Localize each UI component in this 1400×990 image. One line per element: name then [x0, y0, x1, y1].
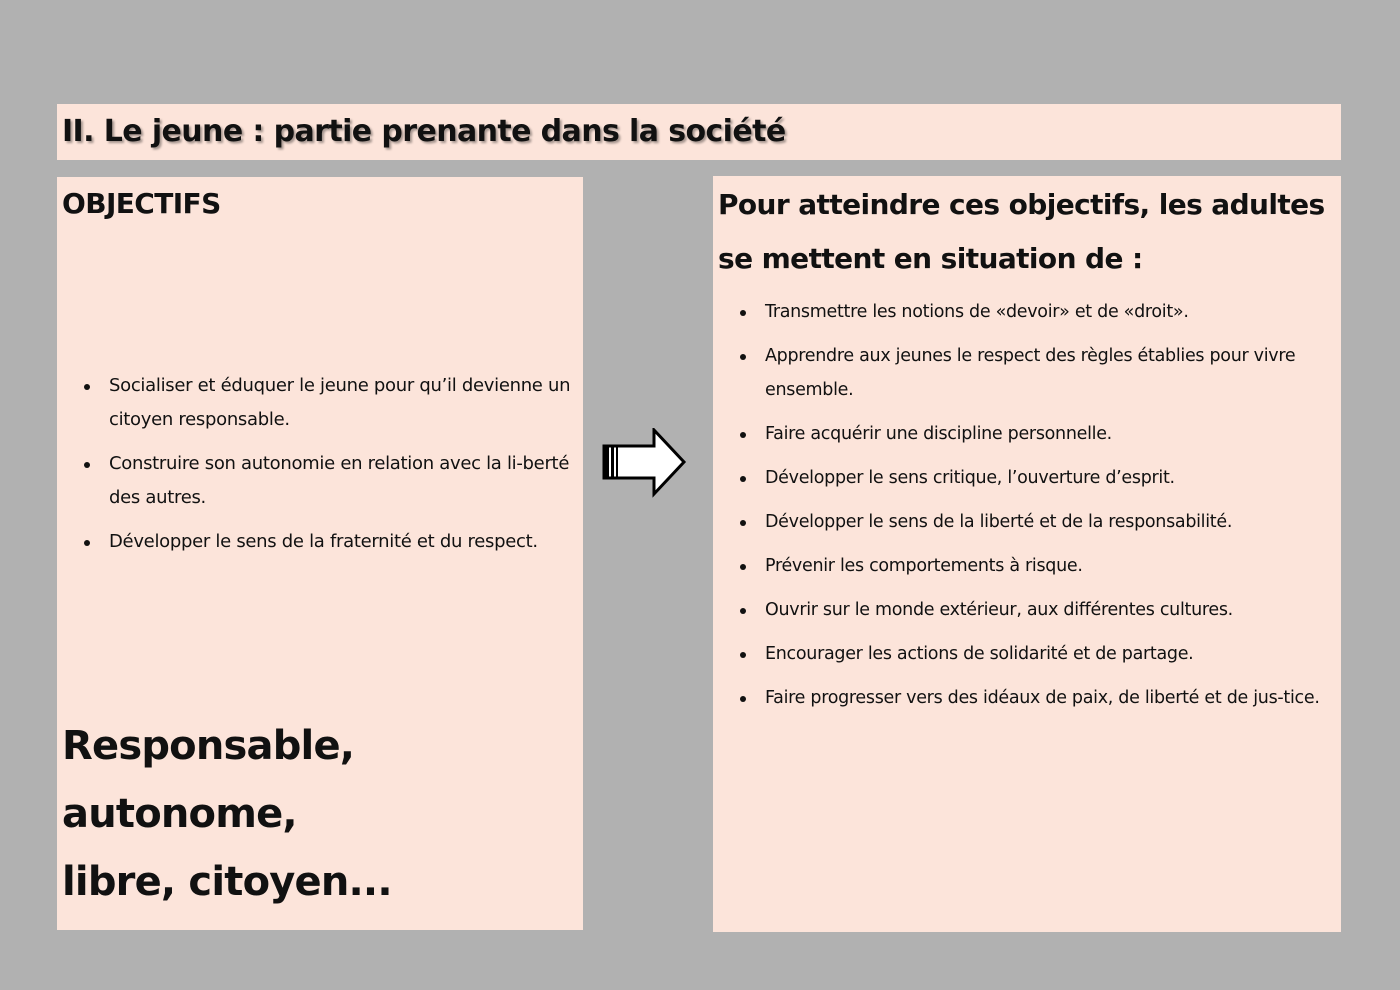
- title-band: [57, 104, 1341, 160]
- action-item: Encourager les actions de solidarité et de partage.: [718, 637, 1338, 671]
- objective-item: Socialiser et éduquer le jeune pour qu’il devienne un citoyen responsable.: [62, 369, 578, 437]
- page-title: II. Le jeune : partie prenante dans la société: [62, 114, 786, 149]
- action-item: Développer le sens de la liberté et de la responsabilité.: [718, 505, 1338, 539]
- objectives-panel: [57, 177, 583, 930]
- action-item: Transmettre les notions de «devoir» et de «droit».: [718, 295, 1338, 329]
- action-item: Ouvrir sur le monde extérieur, aux différentes cultures.: [718, 593, 1338, 627]
- objectives-heading: OBJECTIFS: [62, 187, 221, 220]
- slogan: [62, 712, 572, 916]
- objectives-list: [62, 369, 578, 569]
- slogan-line-2: libre, citoyen...: [62, 859, 392, 905]
- actions-list: [718, 295, 1338, 725]
- slogan-line-1: Responsable, autonome,: [62, 723, 355, 837]
- actions-heading: Pour atteindre ces objectifs, les adultes se mettent en situation de :: [718, 188, 1325, 275]
- action-item: Développer le sens critique, l’ouverture d’esprit.: [718, 461, 1338, 495]
- objective-item: Construire son autonomie en relation avec la li-berté des autres.: [62, 447, 578, 515]
- right-arrow-icon: [600, 428, 688, 500]
- action-item: Prévenir les comportements à risque.: [718, 549, 1338, 583]
- action-item: Faire progresser vers des idéaux de paix, de liberté et de jus-tice.: [718, 681, 1338, 715]
- action-item: Faire acquérir une discipline personnelle.: [718, 417, 1338, 451]
- actions-panel: [713, 176, 1341, 932]
- objective-item: Développer le sens de la fraternité et du respect.: [62, 525, 578, 559]
- action-item: Apprendre aux jeunes le respect des règles établies pour vivre ensemble.: [718, 339, 1338, 407]
